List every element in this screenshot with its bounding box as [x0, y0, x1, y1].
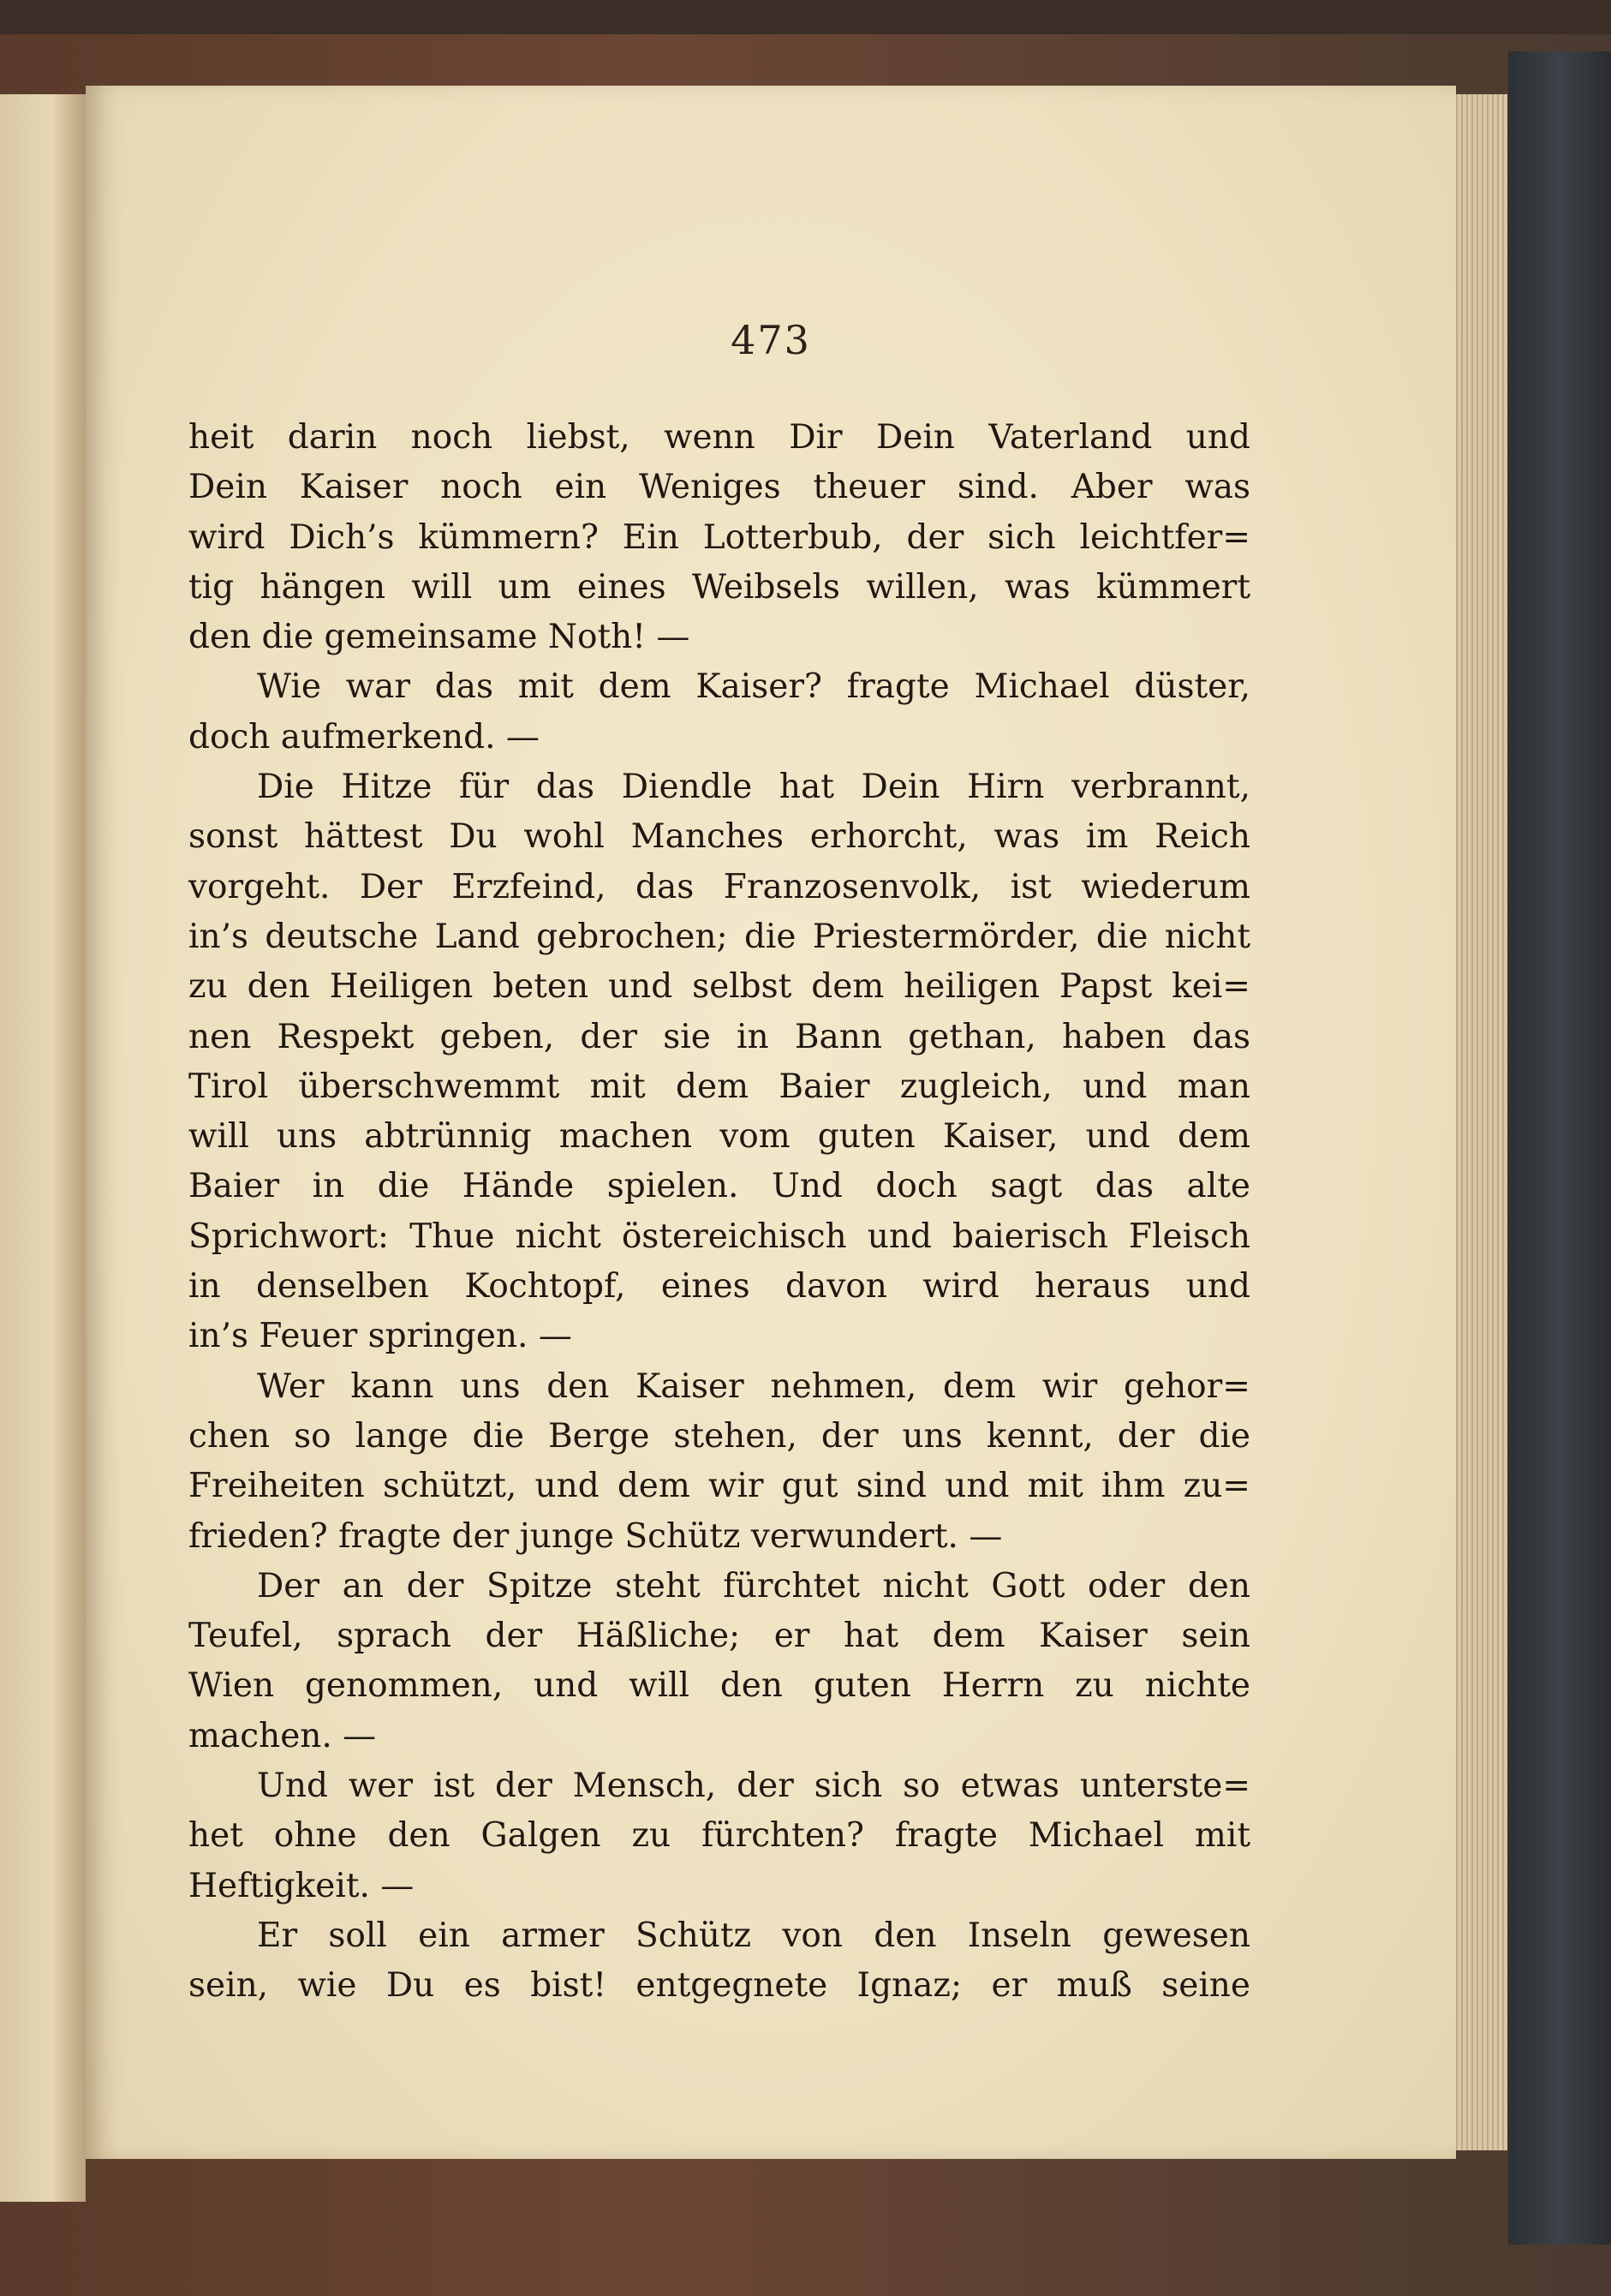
- text-line: in’s deutsche Land gebrochen; die Priestermörder, die nicht: [188, 917, 1250, 956]
- text-line: Freiheiten schützt, und dem wir gut sind und mit ihm zu=: [188, 1467, 1250, 1506]
- text-line: frieden? fragte der junge Schütz verwundert. —: [188, 1516, 1003, 1556]
- text-line: machen. —: [188, 1716, 377, 1755]
- text-line: tig hängen will um eines Weibsels willen, was kümmert: [188, 567, 1250, 607]
- text-line: chen so lange die Berge stehen, der uns kennt, der die: [188, 1416, 1250, 1456]
- book-cover-edge: [1508, 51, 1611, 2245]
- text-line: Sprichwort: Thue nicht östereichisch und baierisch Fleisch: [188, 1217, 1250, 1256]
- text-line: Wien genommen, und will den guten Herrn zu nichte: [188, 1666, 1250, 1706]
- book-page: [86, 86, 1456, 2159]
- text-line: het ohne den Galgen zu fürchten? fragte Michael mit: [188, 1816, 1250, 1856]
- text-line: Er soll ein armer Schütz von den Inseln gewesen: [257, 1916, 1250, 1955]
- text-line: will uns abtrünnig machen vom guten Kaiser, und dem: [188, 1117, 1250, 1157]
- text-line: Teufel, sprach der Häßliche; er hat dem Kaiser sein: [188, 1617, 1250, 1656]
- text-line: sein, wie Du es bist! entgegnete Ignaz; er muß seine: [188, 1966, 1250, 2006]
- text-line: in denselben Kochtopf, eines davon wird heraus und: [188, 1267, 1250, 1306]
- text-line: wird Dich’s kümmern? Ein Lotterbub, der sich leichtfer=: [188, 517, 1250, 557]
- text-line: doch aufmerkend. —: [188, 717, 540, 756]
- text-line: Heftigkeit. —: [188, 1866, 415, 1905]
- text-line: Tirol überschwemmt mit dem Baier zugleich, und man: [188, 1067, 1250, 1106]
- text-line: sonst hättest Du wohl Manches erhorcht, was im Reich: [188, 817, 1250, 857]
- page-stack-edges: [1447, 94, 1507, 2150]
- text-line: vorgeht. Der Erzfeind, das Franzosenvolk, ist wiederum: [188, 867, 1250, 906]
- page-text: [188, 413, 1250, 2012]
- text-line: Der an der Spitze steht fürchtet nicht Gott oder den: [257, 1566, 1250, 1605]
- page-number: 473: [731, 317, 811, 363]
- text-line: Baier in die Hände spielen. Und doch sagt das alte: [188, 1167, 1250, 1206]
- text-line: den die gemeinsame Noth! —: [188, 618, 690, 657]
- text-line: zu den Heiligen beten und selbst dem heiligen Papst kei=: [188, 967, 1250, 1007]
- text-line: Und wer ist der Mensch, der sich so etwas unterste=: [257, 1767, 1250, 1806]
- text-line: Wie war das mit dem Kaiser? fragte Michael düster,: [257, 667, 1250, 707]
- left-page-edge: [0, 94, 86, 2202]
- text-line: Die Hitze für das Diendle hat Dein Hirn verbrannt,: [257, 768, 1250, 807]
- text-line: in’s Feuer springen. —: [188, 1317, 572, 1356]
- text-line: heit darin noch liebst, wenn Dir Dein Vaterland und: [188, 418, 1250, 457]
- text-line: Dein Kaiser noch ein Weniges theuer sind. Aber was: [188, 468, 1250, 507]
- text-line: Wer kann uns den Kaiser nehmen, dem wir gehor=: [257, 1366, 1250, 1406]
- text-line: nen Respekt geben, der sie in Bann gethan, haben das: [188, 1017, 1250, 1056]
